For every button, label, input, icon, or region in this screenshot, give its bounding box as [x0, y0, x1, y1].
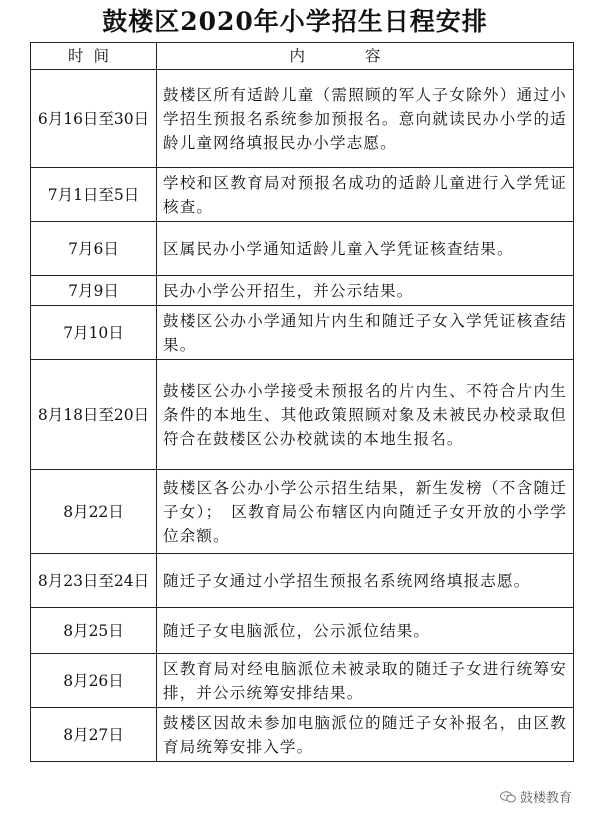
header-content: 内容: [157, 43, 574, 70]
row-time: 7月1日至5日: [31, 168, 157, 222]
row-time: 7月6日: [31, 222, 157, 276]
table-row: [31, 276, 574, 306]
row-time: 8月22日: [31, 470, 157, 554]
table-row: [31, 608, 574, 654]
table-row: [31, 168, 574, 222]
table-row: [31, 360, 574, 470]
schedule-table: [30, 42, 574, 762]
watermark-text: 鼓楼教育: [519, 791, 572, 806]
row-content: 学校和区教育局对预报名成功的适龄儿童进行入学凭证核查。: [157, 168, 574, 222]
table-row: [31, 306, 574, 360]
table-row: [31, 470, 574, 554]
row-time: 7月10日: [31, 306, 157, 360]
row-time: 8月23日至24日: [31, 554, 157, 608]
row-content: 鼓楼区所有适龄儿童（需照顾的军人子女除外）通过小学招生预报名系统参加预报名。意向就读民办小学的适龄儿童网络填报民办小学志愿。: [157, 70, 574, 168]
row-content: 鼓楼区公办小学通知片内生和随迁子女入学凭证核查结果。: [157, 306, 574, 360]
row-time: 7月9日: [31, 276, 157, 306]
table-row: [31, 222, 574, 276]
row-content: 鼓楼区公办小学接受未预报名的片内生、不符合片内生条件的本地生、其他政策照顾对象及未被民办校录取但符合在鼓楼区公办校就读的本地生报名。: [157, 360, 574, 470]
row-content: 随迁子女电脑派位，公示派位结果。: [157, 608, 574, 654]
table-row: [31, 70, 574, 168]
row-content: 区教育局对经电脑派位未被录取的随迁子女进行统筹安排，并公示统筹安排结果。: [157, 654, 574, 708]
row-content: 区属民办小学通知适龄儿童入学凭证核查结果。: [157, 222, 574, 276]
row-time: 8月25日: [31, 608, 157, 654]
row-time: 8月26日: [31, 654, 157, 708]
table-row: [31, 708, 574, 762]
table-row: [31, 654, 574, 708]
table-row: [31, 554, 574, 608]
watermark: [500, 787, 572, 806]
row-time: 8月18日至20日: [31, 360, 157, 470]
row-time: 8月27日: [31, 708, 157, 762]
page-title: 鼓楼区2020年小学招生日程安排: [102, 7, 488, 36]
wechat-icon: [500, 791, 516, 803]
table-header-row: [31, 43, 574, 70]
row-content: 鼓楼区各公办小学公示招生结果，新生发榜（不含随迁子女）； 区教育局公布辖区内向随迁子女开放的小学学位余额。: [157, 470, 574, 554]
row-time: 6月16日至30日: [31, 70, 157, 168]
row-content: 鼓楼区因故未参加电脑派位的随迁子女补报名，由区教育局统筹安排入学。: [157, 708, 574, 762]
row-content: 民办小学公开招生，并公示结果。: [157, 276, 574, 306]
row-content: 随迁子女通过小学招生预报名系统网络填报志愿。: [157, 554, 574, 608]
header-time: 时间: [31, 43, 157, 70]
